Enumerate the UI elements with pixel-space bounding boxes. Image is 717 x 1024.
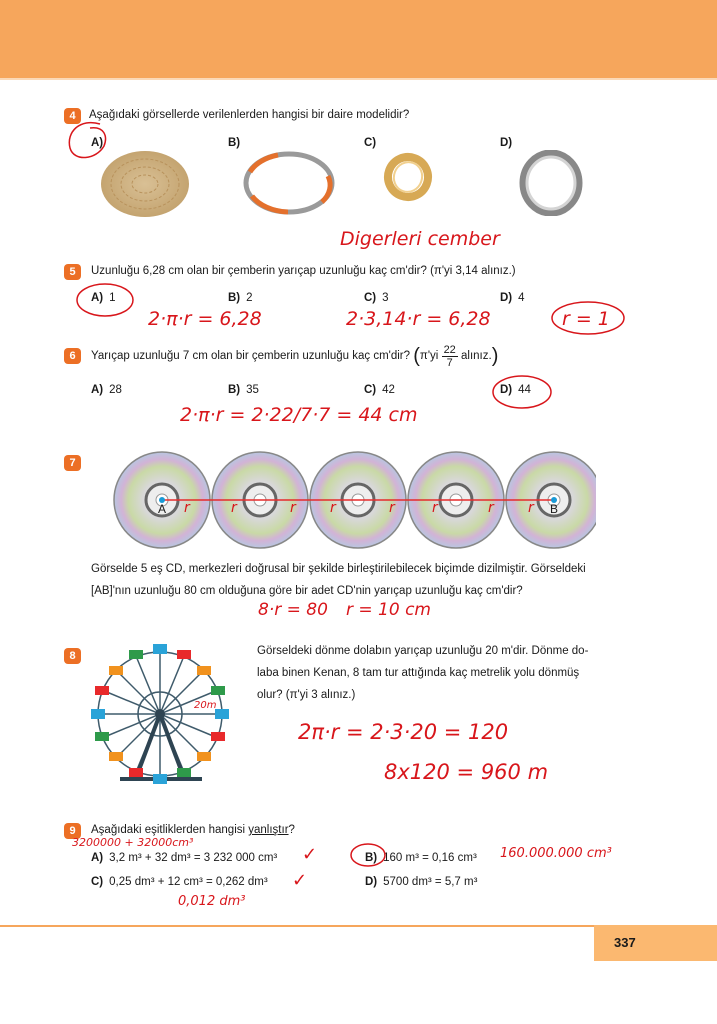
hula-hoop-image <box>242 150 336 216</box>
q9-check-c: ✓ <box>292 870 308 891</box>
q5-option-d[interactable]: D) 4 <box>500 292 525 304</box>
radius-mark-3: r <box>290 500 296 516</box>
q5-option-c[interactable]: C) 3 <box>364 292 389 304</box>
q6-work: 2·π·r = 2·22/7·7 = 44 cm <box>180 404 418 426</box>
question-7-badge: 7 <box>64 455 81 471</box>
question-9-badge: 9 <box>64 823 81 839</box>
q4-option-c[interactable]: C) <box>364 137 377 149</box>
q5-work-1: 2·π·r = 6,28 <box>148 308 262 330</box>
circle-mark-q6 <box>490 372 554 412</box>
silver-ring-image <box>518 150 584 216</box>
question-7-text: Görselde 5 eş CD, merkezleri doğrusal bir şekilde birleştirilebilecek biçimde dizilmiştir. Görseldeki [AB]'nın uzunluğu 80 cm olduğuna göre bir adet CD'nin yarıçap uzunluğu kaç cm'dir? <box>91 563 586 597</box>
radius-mark-7: r <box>488 500 494 516</box>
question-6-badge: 6 <box>64 348 81 364</box>
q6-option-d[interactable]: D) 44 <box>500 384 531 396</box>
q4-option-d[interactable]: D) <box>500 137 513 149</box>
page-number: 337 <box>594 925 717 961</box>
gold-ring-image <box>380 152 436 202</box>
question-4-text: Aşağıdaki görsellerde verilenlerden hangisi bir daire modelidir? <box>89 109 410 121</box>
radius-mark-4: r <box>330 500 336 516</box>
question-5-text: Uzunluğu 6,28 cm olan bir çemberin yarıçap uzunluğu kaç cm'dir? (π'yi 3,14 alınız.) <box>91 265 516 277</box>
q6-option-a[interactable]: A) 28 <box>91 384 122 396</box>
q9-option-b[interactable]: B) 160 m³ = 0,16 cm³ <box>365 852 477 864</box>
radius-mark-1: r <box>184 500 190 516</box>
point-a-label: A <box>158 502 167 516</box>
q8-work-1: 2π·r = 2·3·20 = 120 <box>298 720 509 744</box>
q6-option-b[interactable]: B) 35 <box>228 384 259 396</box>
question-8-text: Görseldeki dönme dolabın yarıçap uzunluğu 20 m'dir. Dönme do- laba binen Kenan, 8 tam tur attığında kaç metrelik yolu dönmüş olur? (π'yi 3 alınız.) <box>257 645 589 701</box>
radius-mark-8: r <box>528 500 534 516</box>
radius-mark-6: r <box>432 500 438 516</box>
q9-note-b: 160.000.000 cm³ <box>500 846 612 861</box>
q4-option-b[interactable]: B) <box>228 137 241 149</box>
q8-work-2: 8x120 = 960 m <box>384 760 549 784</box>
radius-mark-2: r <box>231 500 237 516</box>
ferris-wheel-figure <box>90 636 230 786</box>
q9-note-c: 0,012 dm³ <box>178 894 246 909</box>
q9-option-d[interactable]: D) 5700 dm³ = 5,7 m³ <box>365 876 478 888</box>
q4-option-a[interactable]: A) <box>91 137 104 149</box>
question-8-badge: 8 <box>64 648 81 664</box>
q5-result: r = 1 <box>562 308 610 330</box>
q9-note-a: 3200000 + 32000cm³ <box>72 836 194 849</box>
q5-work-2: 2·3,14·r = 6,28 <box>346 308 491 330</box>
q9-option-c[interactable]: C) 0,25 dm³ + 12 cm³ = 0,262 dm³ <box>91 876 268 888</box>
question-4-badge: 4 <box>64 108 81 124</box>
q4-handwritten-note: Digerleri cember <box>340 228 500 250</box>
q5-option-b[interactable]: B) 2 <box>228 292 253 304</box>
q9-option-a[interactable]: A) 3,2 m³ + 32 dm³ = 3 232 000 cm³ <box>91 852 278 864</box>
ferris-radius-label: 20m <box>194 700 217 711</box>
circle-mark-q9 <box>348 840 392 870</box>
q9-check-a: ✓ <box>302 844 318 865</box>
point-b-label: B <box>550 502 559 516</box>
question-5-badge: 5 <box>64 264 81 280</box>
footer-divider <box>0 925 597 927</box>
radius-mark-5: r <box>389 500 395 516</box>
pi-fraction: $\frac{22}{7}$ <box>443 343 456 369</box>
header-band <box>0 0 717 78</box>
q7-work-2: r = 10 cm <box>346 600 431 620</box>
woven-mat-image <box>100 150 190 218</box>
question-9-text: Aşağıdaki eşitliklerden hangisi yanlıştır? <box>91 824 295 836</box>
q5-option-a[interactable]: A) 1 <box>91 292 116 304</box>
question-6-text: Yarıçap uzunluğu 7 cm olan bir çemberin uzunluğu kaç cm'dir? (π'yi $\frac{22}{7}$ alınız.) <box>91 343 499 369</box>
q6-option-c[interactable]: C) 42 <box>364 384 395 396</box>
q7-work-1: 8·r = 80 <box>258 600 328 620</box>
circle-mark-q5 <box>74 280 136 320</box>
